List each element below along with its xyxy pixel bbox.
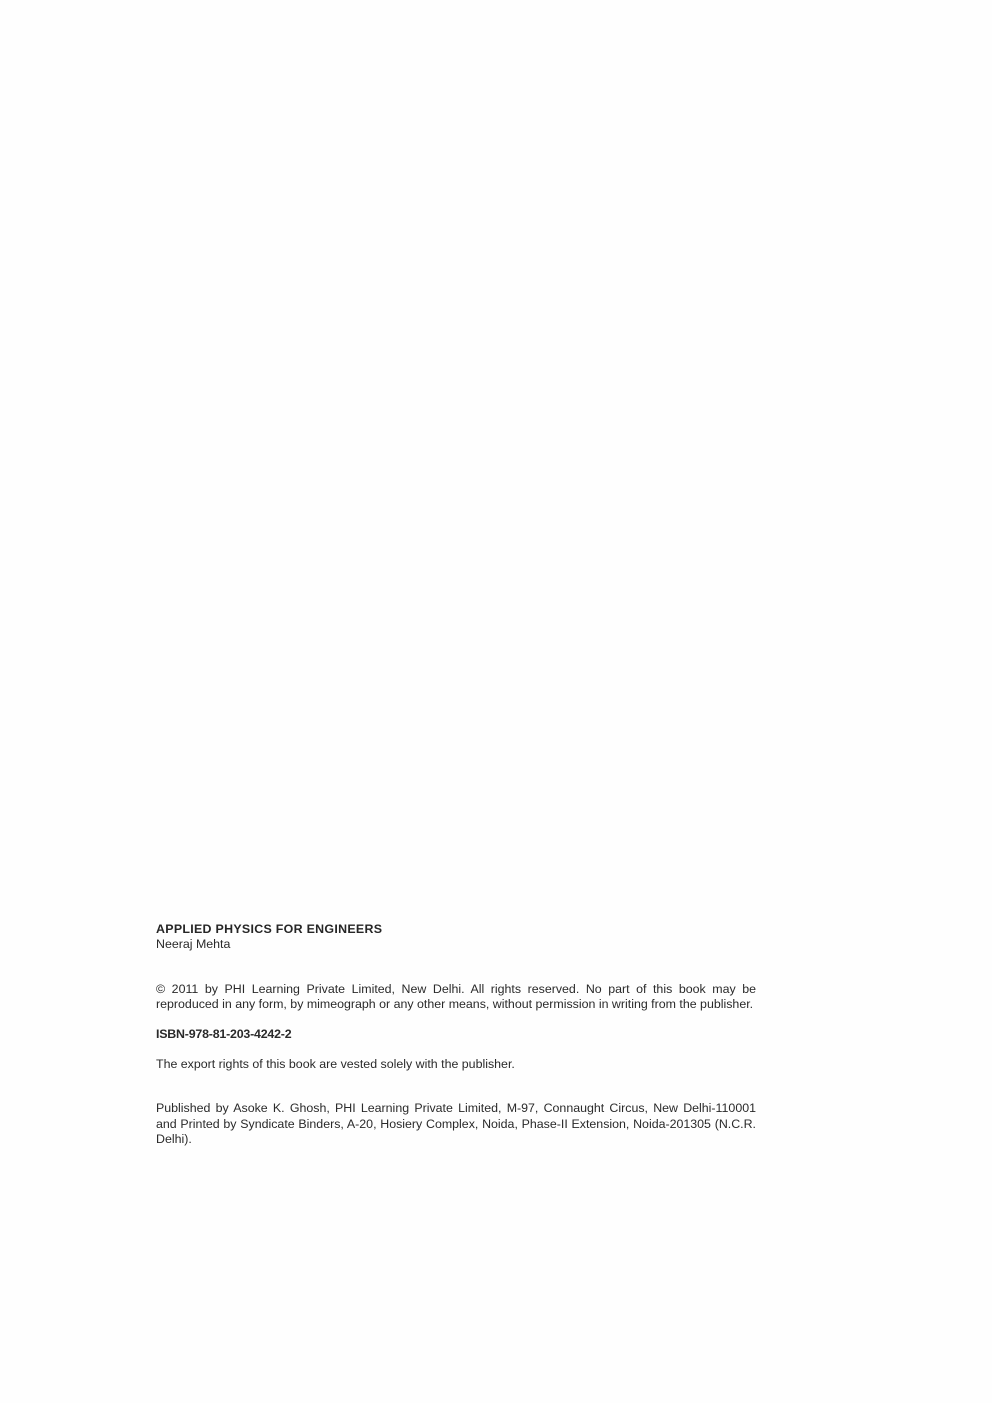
author-name: Neeraj Mehta — [156, 937, 231, 952]
imprint-block — [156, 922, 756, 1148]
copyright-notice: © 2011 by PHI Learning Private Limited, New Delhi. All rights reserved. No part of this book may be reproduced in any form, by mimeograph or any other means, without permission in writing from the publisher. — [156, 981, 756, 1012]
publisher-info: Published by Asoke K. Ghosh, PHI Learning Private Limited, M-97, Connaught Circus, New Delhi-110001 and Printed by Syndicate Binders, A-20, Hosiery Complex, Noida, Phase-II Extension, Noida-201305 (N.C.R. Delhi). — [156, 1101, 756, 1147]
export-rights-notice: The export rights of this book are vested solely with the publisher. — [156, 1057, 515, 1072]
isbn: ISBN-978-81-203-4242-2 — [156, 1026, 292, 1041]
book-title: APPLIED PHYSICS FOR ENGINEERS — [156, 922, 383, 936]
